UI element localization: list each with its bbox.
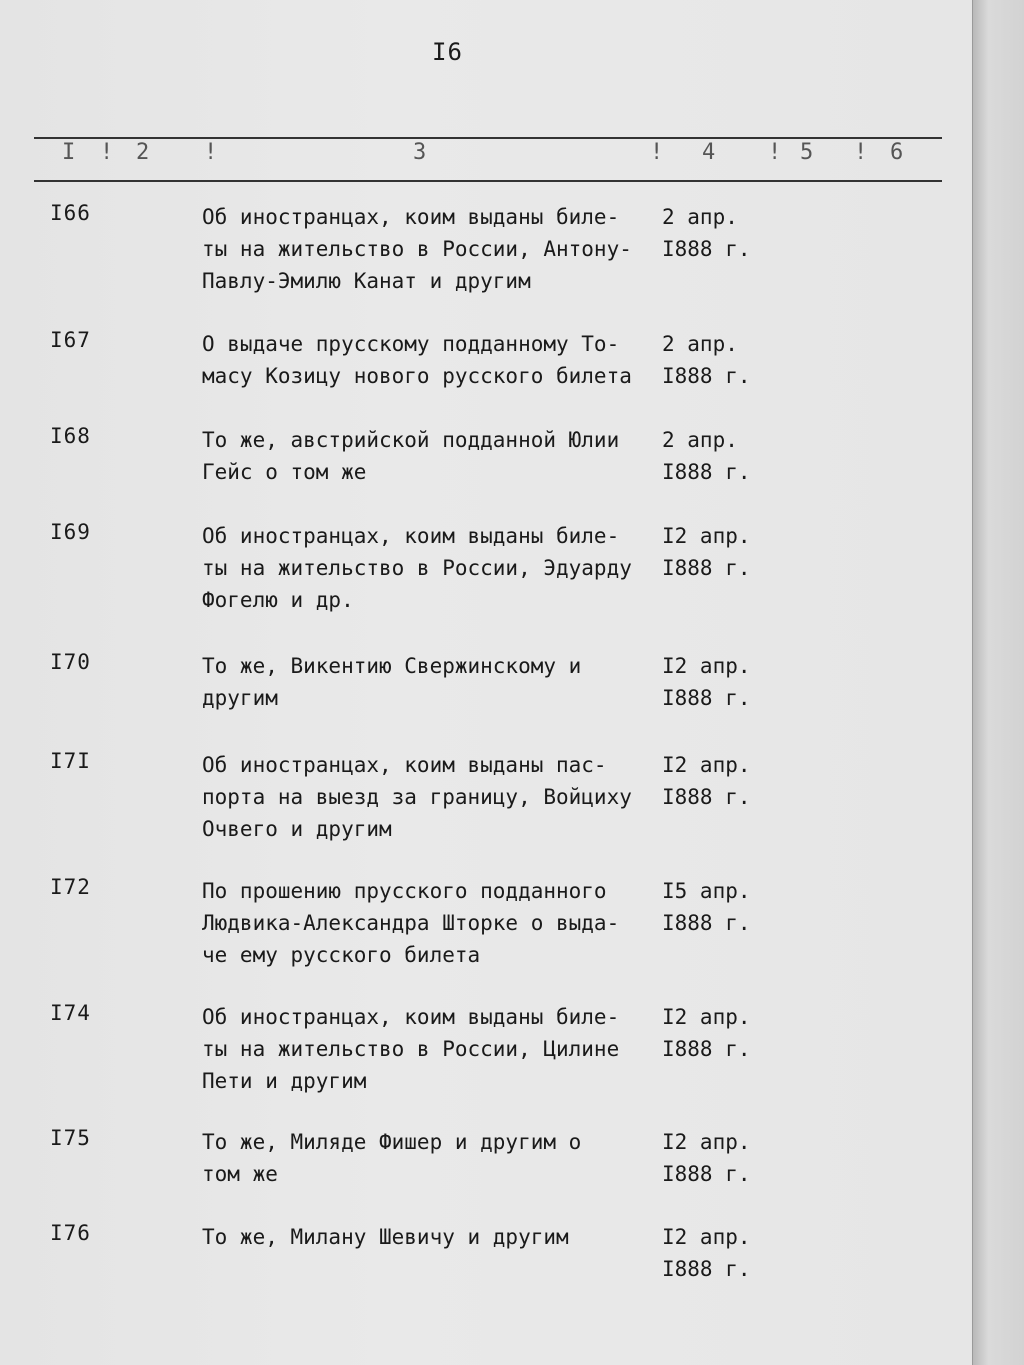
entry-date-day: I2 апр.	[662, 1005, 751, 1029]
entry-date	[662, 875, 751, 939]
entry-date-day: I2 апр.	[662, 753, 751, 777]
column-header-separator: !	[854, 140, 868, 165]
column-header-separator: !	[204, 140, 218, 165]
entry-title-line: порта на выезд за границу, Войциху	[202, 785, 632, 809]
column-header-separator: !	[768, 140, 782, 165]
entry-number: I7I	[50, 749, 91, 773]
entry-date	[662, 1126, 751, 1190]
entry-title-line: Очвего и другим	[202, 817, 392, 841]
page-edge-shadow	[972, 0, 1024, 1365]
entry-title-line: Гейс о том же	[202, 460, 367, 484]
entry-date-day: 2 апр.	[662, 428, 738, 452]
entry-number: I72	[50, 875, 91, 899]
entry-date-year: I888 г.	[662, 1037, 751, 1061]
entry-title-line: ты на жительство в России, Антону-	[202, 237, 632, 261]
entry-number: I66	[50, 201, 91, 225]
entry-date-year: I888 г.	[662, 1162, 751, 1186]
entry-date-day: I2 апр.	[662, 1130, 751, 1154]
entry-title-line: другим	[202, 686, 278, 710]
entry-number: I67	[50, 328, 91, 352]
entry-title-line: Об иностранцах, коим выданы биле-	[202, 1005, 620, 1029]
entry-date-year: I888 г.	[662, 237, 751, 261]
column-header-3: 3	[413, 140, 427, 165]
entry-number: I76	[50, 1221, 91, 1245]
entry-date-day: 2 апр.	[662, 205, 738, 229]
entry-title-line: То же, Викентию Свержинскому и	[202, 654, 582, 678]
column-header-2: 2	[136, 140, 150, 165]
entry-date-day: I2 апр.	[662, 1225, 751, 1249]
entry-date-year: I888 г.	[662, 686, 751, 710]
entry-date	[662, 650, 751, 714]
entry-date	[662, 1001, 751, 1065]
page-number: I6	[432, 38, 463, 66]
entry-date-year: I888 г.	[662, 364, 751, 388]
entry-date-day: I2 апр.	[662, 524, 751, 548]
header-bottom-rule	[34, 180, 942, 182]
entry-date-year: I888 г.	[662, 556, 751, 580]
column-header-5: 5	[800, 140, 814, 165]
entry-title-line: То же, Милану Шевичу и другим	[202, 1225, 569, 1249]
entry-title-line: О выдаче прусскому подданному То-	[202, 332, 620, 356]
entry-title	[202, 1126, 662, 1190]
entry-number: I70	[50, 650, 91, 674]
entry-title-line: масу Козицу нового русского билета	[202, 364, 632, 388]
entry-date-day: 2 апр.	[662, 332, 738, 356]
entry-date	[662, 328, 751, 392]
entry-title	[202, 875, 662, 971]
entry-date	[662, 520, 751, 584]
column-header-6: 6	[890, 140, 904, 165]
entry-date	[662, 749, 751, 813]
entry-title-line: че ему русского билета	[202, 943, 481, 967]
entry-title-line: То же, Миляде Фишер и другим о	[202, 1130, 582, 1154]
entry-title-line: Людвика-Александра Шторке о выда-	[202, 911, 620, 935]
entry-title-line: То же, австрийской подданной Юлии	[202, 428, 620, 452]
entry-number: I69	[50, 520, 91, 544]
entry-title-line: Фогелю и др.	[202, 588, 354, 612]
entry-title	[202, 1221, 662, 1253]
entry-title	[202, 520, 662, 616]
entry-title	[202, 328, 662, 392]
entry-number: I68	[50, 424, 91, 448]
entry-date-year: I888 г.	[662, 1257, 751, 1281]
entry-title-line: По прошению прусского подданного	[202, 879, 607, 903]
entry-date-year: I888 г.	[662, 785, 751, 809]
entry-date-day: I2 апр.	[662, 654, 751, 678]
entry-title-line: ты на жительство в России, Эдуарду	[202, 556, 632, 580]
entry-title-line: том же	[202, 1162, 278, 1186]
entry-title-line: Пети и другим	[202, 1069, 367, 1093]
entry-date-year: I888 г.	[662, 911, 751, 935]
entry-title-line: ты на жительство в России, Цилине	[202, 1037, 620, 1061]
column-header-4: 4	[702, 140, 716, 165]
entry-title-line: Об иностранцах, коим выданы биле-	[202, 524, 620, 548]
entry-date-day: I5 апр.	[662, 879, 751, 903]
column-header-separator: !	[650, 140, 664, 165]
entry-date	[662, 1221, 751, 1285]
entry-title-line: Павлу-Эмилю Канат и другим	[202, 269, 531, 293]
entry-number: I74	[50, 1001, 91, 1025]
entry-number: I75	[50, 1126, 91, 1150]
entry-title-line: Об иностранцах, коим выданы пас-	[202, 753, 607, 777]
entry-title	[202, 1001, 662, 1097]
entry-title	[202, 650, 662, 714]
entry-date	[662, 201, 751, 265]
entry-title	[202, 749, 662, 845]
entry-date-year: I888 г.	[662, 460, 751, 484]
header-top-rule	[34, 137, 942, 139]
column-header-1: I	[62, 140, 76, 165]
entry-title	[202, 424, 662, 488]
column-header-separator: !	[100, 140, 114, 165]
entry-title-line: Об иностранцах, коим выданы биле-	[202, 205, 620, 229]
entry-date	[662, 424, 751, 488]
entry-title	[202, 201, 662, 297]
